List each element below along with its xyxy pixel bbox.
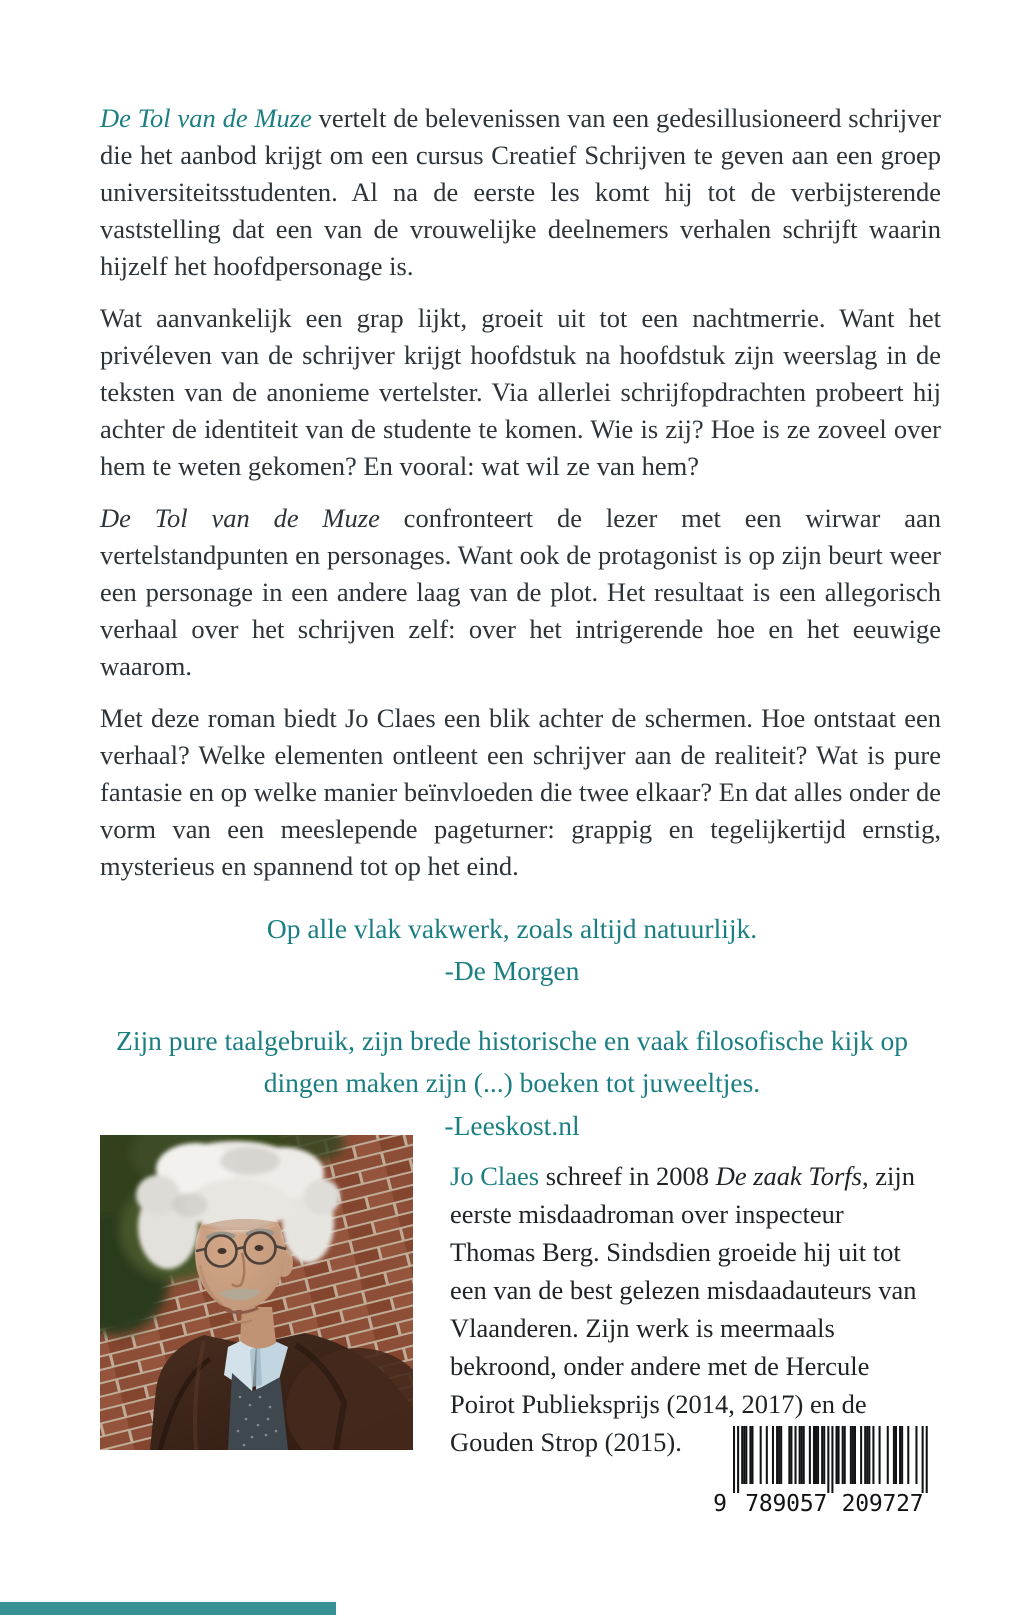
review-quote [104, 1020, 920, 1148]
paragraph-text: Wat aanvankelijk een grap lijkt, groeit uit tot een nachtmerrie. Want het privéleven van de schrijver krijgt hoofdstuk na hoofdstuk zijn weerslag in de teksten van de anonieme vertelster. Via allerlei schrijfopdrachten probeert hij achter de identiteit van de studente te komen. Wie is zij? Hoe is ze zoveel over hem te weten gekomen? En vooral: wat wil ze van hem? [100, 303, 941, 481]
author-photo [100, 1135, 413, 1450]
review-quote [104, 908, 920, 993]
review-quote-text: Zijn pure taalgebruik, zijn brede historische en vaak filosofische kijk op dingen maken zijn (...) boeken tot juweeltjes. [116, 1024, 908, 1098]
review-quote-source: -Leeskost.nl [444, 1109, 580, 1141]
author-portrait-illustration [100, 1135, 413, 1450]
isbn-number: 9 [713, 1491, 727, 1517]
synopsis-paragraph [100, 300, 941, 485]
author-bio [450, 1157, 928, 1461]
svg-text:209727: 209727 [841, 1491, 924, 1517]
svg-text:789057: 789057 [745, 1491, 828, 1517]
synopsis-paragraph [100, 500, 941, 685]
book-title-mention: De Tol van de Muze [100, 503, 380, 533]
cover-edge-strip [0, 1602, 336, 1615]
paragraph-text: Met deze roman biedt Jo Claes een blik achter de schermen. Hoe ontstaat een verhaal? Welke elementen ontleent een schrijver aan de realiteit? Wat is pure fantasie en op welke manier beïnvloeden die twee elkaar? En dat alles onder de vorm van een meeslepende pageturner: grappig en tegelijkertijd ernstig, mysterieus en spannend tot op het eind. [100, 703, 941, 881]
paragraph-text: confronteert de lezer met een wirwar aan vertelstandpunten en personages. Want ook de protagonist is op zijn beurt weer een personage in een andere laag van de plot. Het resultaat is een allegorisch verhaal over het schrijven zelf: over het intrigerende hoe en het eeuwige waarom. [100, 503, 941, 681]
bio-text: schreef in 2008 [539, 1160, 716, 1191]
review-quote-source: -De Morgen [444, 955, 580, 986]
author-name: Jo Claes [450, 1160, 540, 1191]
paragraph-text: vertelt de belevenissen van een gedesillusioneerd schrijver die het aanbod krijgt om een cursus Creatief Schrijven te geven aan een groep universiteitsstudenten. Al na de eerste les komt hij tot de verbijsterende vaststelling dat een van de vrouwelijke deelnemers verhalen schrijft waarin hijzelf het hoofdpersonage is. [100, 103, 941, 281]
isbn-barcode [693, 1426, 943, 1521]
book-title-mention: De Tol van de Muze [100, 103, 312, 133]
synopsis-paragraph [100, 700, 941, 885]
isbn-barcode-bars [693, 1426, 943, 1521]
synopsis-paragraph [100, 100, 941, 285]
synopsis [100, 100, 941, 900]
review-quote-text: Op alle vlak vakwerk, zoals altijd natuurlijk. [266, 912, 758, 944]
book-title-mention: De zaak Torfs [715, 1160, 862, 1191]
bio-text: , zijn eerste misdaadroman over inspecteur Thomas Berg. Sindsdien groeide hij uit tot een van de best gelezen misdaadauteurs van Vlaanderen. Zijn werk is meermaals bekroond, onder andere met de Hercule Poirot Publieksprijs (2014, 2017) en de Gouden Strop (2015). [450, 1160, 917, 1457]
